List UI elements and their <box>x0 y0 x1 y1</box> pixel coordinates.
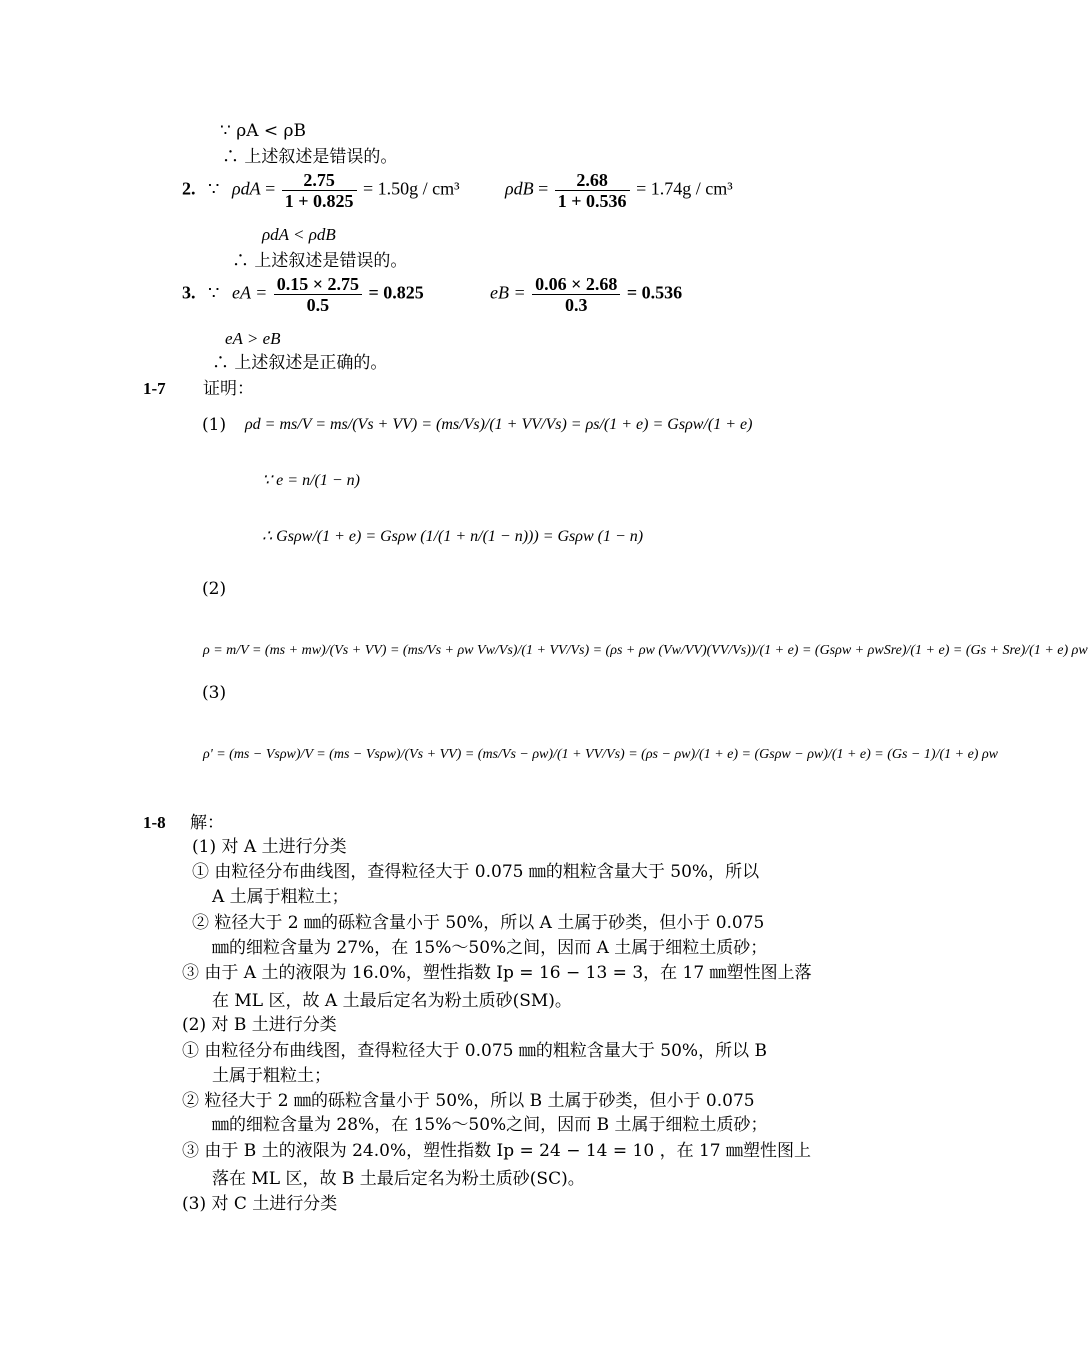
item-number-2: 2. <box>182 178 196 199</box>
rho-dB-label: ρdB <box>505 178 534 199</box>
soil-a-step2-line2: ㎜的细粒含量为 27%，在 15%～50%之间，因而 A 土属于细粒土质砂； <box>212 938 768 958</box>
conclusion-wrong-2: ∴ 上述叙述是错误的。 <box>232 251 408 271</box>
eq-rho-dA: 2. ∵ ρdA = $\frac{2.75}{1 + 0.825}$ = 1.50g / cm³ <box>182 170 460 211</box>
soil-a-step1-line2: A 土属于粗粒土； <box>212 887 349 907</box>
eq-1-dry-density: ρd = ms/V = ms/(Vs + VV) = (ms/Vs)/(1 + VV/Vs) = ρs/(1 + e) = Gsρw/(1 + e) <box>245 416 753 433</box>
conclusion-right: ∴ 上述叙述是正确的。 <box>212 353 388 373</box>
conclusion-wrong-1: ∴ 上述叙述是错误的。 <box>222 147 398 167</box>
eB-numerator: 0.06 × 2.68 <box>532 274 620 295</box>
eA-denominator: 0.5 <box>306 295 330 315</box>
soil-a-heading: (1) 对 A 土进行分类 <box>192 837 347 857</box>
eA-value: = 0.825 <box>368 282 424 303</box>
rho-dA-value: = 1.50g / cm³ <box>363 178 460 199</box>
soil-a-step3-line1: ③ 由于 A 土的液限为 16.0%，塑性指数 Ip = 16 − 13 = 3，在 17 ㎜塑性图上落 <box>182 963 812 983</box>
problem-label-1-7: 1-7 <box>143 379 166 398</box>
because-symbol: ∵ <box>208 178 220 199</box>
soil-b-step1-line1: ① 由粒径分布曲线图，查得粒径大于 0.075 ㎜的粗粒含量大于 50%，所以 B <box>182 1041 767 1061</box>
rho-dA-label: ρdA <box>231 178 261 199</box>
item-number-3: 3. <box>182 282 196 303</box>
solution-intro: 解： <box>190 813 224 833</box>
eq-3-buoyant-density: ρ' = (ms − Vsρw)/V = (ms − Vsρw)/(Vs + VV) = (ms/Vs − ρw)/(1 + VV/Vs) = (ρs − ρw)/(1 + e) = (Gsρw − ρw)/(1 + e) = (Gs − 1)/(1 + e) ρw <box>203 747 999 762</box>
problem-label-1-8: 1-8 <box>143 813 166 832</box>
soil-c-heading: (3) 对 C 土进行分类 <box>182 1194 338 1214</box>
soil-a-step1-line1: ① 由粒径分布曲线图，查得粒径大于 0.075 ㎜的粗粒含量大于 50%，所以 <box>192 862 760 882</box>
eA-label: eA = <box>231 282 268 303</box>
compare-e: eA > eB <box>225 329 281 348</box>
eA-fraction <box>274 274 362 315</box>
soil-b-step1-line2: 土属于粗粒土； <box>212 1066 331 1086</box>
rho-dB-value: = 1.74g / cm³ <box>636 178 733 199</box>
soil-b-step3-line1: ③ 由于 B 土的液限为 24.0%，塑性指数 Ip = 24 − 14 = 10 ，在 17 ㎜塑性图上 <box>182 1141 812 1161</box>
part-1-label: (1) <box>202 415 227 435</box>
soil-b-step2-line1: ② 粒径大于 2 ㎜的砾粒含量小于 50%，所以 B 土属于砂类，但小于 0.075 <box>182 1091 755 1111</box>
rho-dA-fraction <box>282 170 357 211</box>
soil-b-heading: (2) 对 B 土进行分类 <box>182 1015 337 1035</box>
proof-intro: 证明： <box>203 379 254 399</box>
eq-1-void-ratio: ∵ e = n/(1 − n) <box>262 472 360 489</box>
rho-dA-numerator: 2.75 <box>282 170 357 191</box>
compare-rho-d: ρdA < ρdB <box>262 225 336 244</box>
rho-dB-denominator: 1 + 0.536 <box>557 191 627 211</box>
rho-dB-numerator: 2.68 <box>555 170 630 191</box>
rho-dA-denominator: 1 + 0.825 <box>284 191 354 211</box>
eB-value: = 0.536 <box>626 282 683 303</box>
eq-2-density: ρ = m/V = (ms + mw)/(Vs + VV) = (ms/Vs + ρw Vw/Vs)/(1 + VV/Vs) = (ρs + ρw (Vw/VV)(VV/Vs))/(1 + e) = (Gsρw + ρwSre)/(1 + e) = (Gs + Sre)/(1 + e) ρw <box>203 643 1088 658</box>
soil-b-step3-line2: 落在 ML 区，故 B 土最后定名为粉土质砂(SC)。 <box>212 1169 585 1189</box>
eB-fraction <box>532 274 620 315</box>
soil-a-step3-line2: 在 ML 区，故 A 土最后定名为粉土质砂(SM)。 <box>212 991 572 1011</box>
eq-1-result: ∴ Gsρw/(1 + e) = Gsρw (1/(1 + n/(1 − n))) = Gsρw (1 − n) <box>262 528 644 545</box>
soil-a-step2-line1: ② 粒径大于 2 ㎜的砾粒含量小于 50%，所以 A 土属于砂类，但小于 0.075 <box>192 913 765 933</box>
rho-dB-fraction <box>555 170 630 211</box>
because-rhoA-lt-rhoB: ∵ ρA < ρB <box>220 121 307 141</box>
eB-label: eB = <box>490 282 526 303</box>
eq-eB <box>490 274 682 315</box>
part-3-label: (3) <box>202 683 227 703</box>
soil-b-step2-line2: ㎜的细粒含量为 28%，在 15%～50%之间，因而 B 土属于细粒土质砂； <box>212 1115 768 1135</box>
eq-rho-dB: ρdB = $\frac{2.68}{1 + 0.536}$ = 1.74g / cm³ <box>505 170 733 211</box>
part-2-label: (2) <box>202 579 227 599</box>
eB-denominator: 0.3 <box>565 295 588 315</box>
eA-numerator: 0.15 × 2.75 <box>274 274 362 295</box>
because-symbol-3: ∵ <box>208 282 220 303</box>
eq-eA <box>182 274 424 315</box>
